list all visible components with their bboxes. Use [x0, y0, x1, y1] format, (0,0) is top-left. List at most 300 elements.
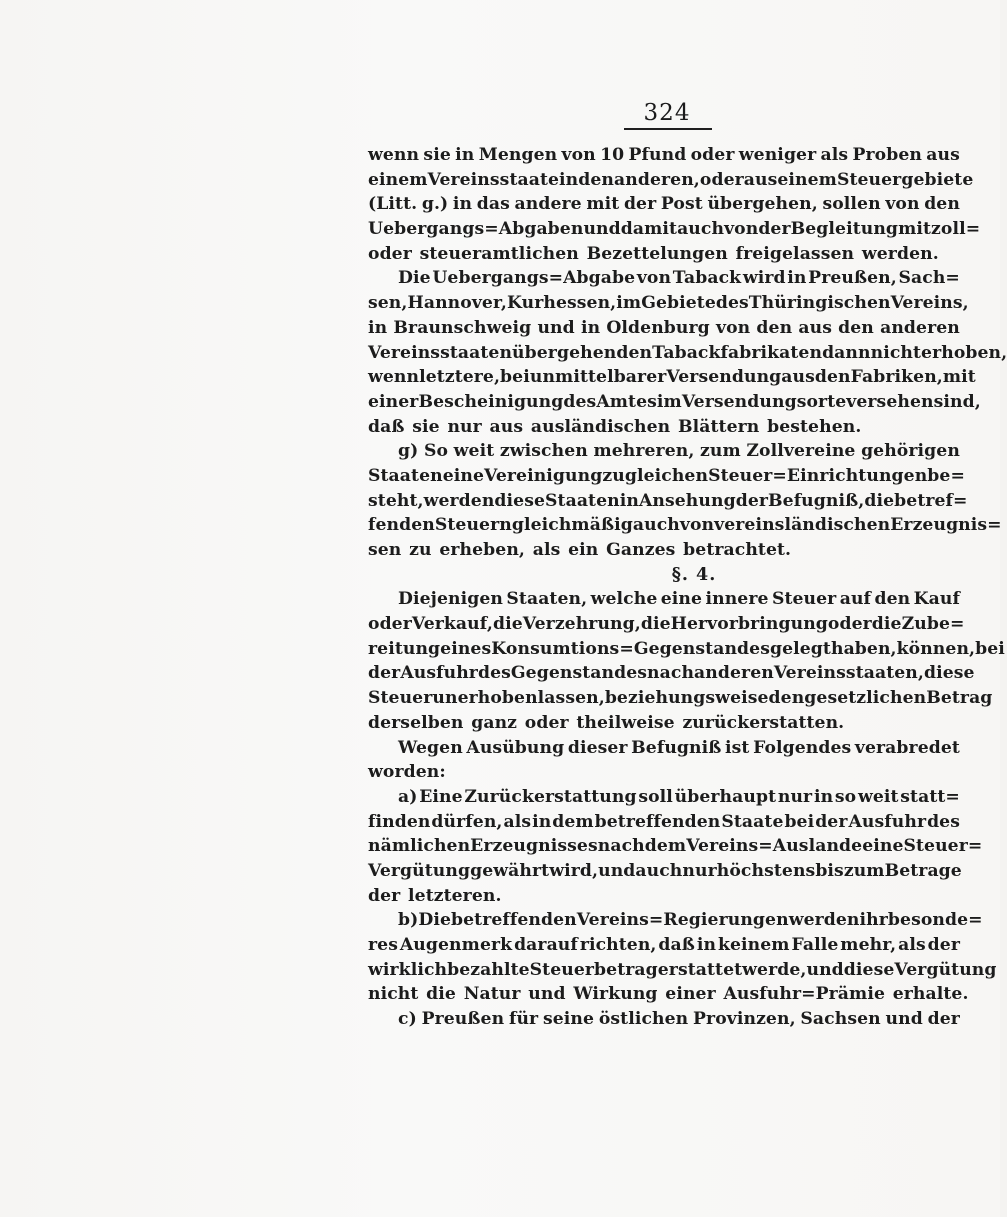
word: mehr, — [840, 935, 897, 955]
text-line — [368, 661, 975, 686]
word: Betrage — [884, 860, 962, 881]
word: der — [815, 811, 848, 832]
text-line — [368, 143, 960, 168]
word: Kurhessen, — [506, 293, 617, 314]
word: übergehen, — [707, 194, 818, 215]
text-line — [368, 538, 960, 563]
word: bei — [975, 638, 1005, 659]
word: bei — [784, 811, 815, 832]
word: gehörigen — [861, 441, 960, 462]
word: aus — [781, 367, 815, 388]
word: ihr — [859, 910, 888, 931]
word: haben, — [830, 638, 897, 659]
word: steht, — [368, 490, 424, 511]
word: zu — [409, 540, 432, 560]
word: Verkauf, — [411, 614, 493, 635]
word: Zollvereine — [746, 441, 856, 462]
word: erstattet — [657, 959, 743, 980]
word: übergehenden — [512, 342, 653, 363]
word: mehreren, — [593, 441, 695, 462]
word: Gegenstandes — [510, 663, 648, 684]
word: die — [864, 490, 895, 511]
word: des — [563, 391, 597, 412]
word: Befugniß — [631, 737, 722, 758]
word: der — [368, 885, 401, 906]
word: Vereinigung — [484, 465, 603, 486]
word: das — [476, 194, 510, 215]
word: letztere, — [419, 367, 501, 388]
word: oder — [827, 614, 872, 635]
word: östlichen — [598, 1009, 689, 1030]
word: be= — [927, 465, 965, 486]
word: Staate — [721, 811, 784, 832]
word: Diejenigen — [398, 589, 503, 610]
word: in — [696, 935, 717, 955]
text-line — [368, 513, 1002, 538]
word: zoll= — [931, 219, 981, 240]
word: mit — [942, 367, 976, 388]
word: eine — [660, 589, 703, 610]
word: wenn — [368, 145, 420, 165]
word: Tabackfabrikaten — [652, 342, 823, 363]
word: daß — [658, 935, 695, 955]
word: nicht — [368, 984, 419, 1005]
word: Steuer= — [903, 836, 983, 857]
word: zum — [843, 860, 885, 881]
word: oder — [368, 614, 412, 635]
word: b) — [398, 910, 419, 931]
text-line — [368, 464, 965, 489]
word: Vereins=Regierungen — [576, 910, 789, 931]
word: als — [820, 145, 849, 165]
word: in — [455, 145, 475, 165]
word: diese — [923, 663, 975, 684]
word: sollen — [822, 194, 881, 215]
word: Versendung — [666, 367, 782, 388]
word: einer — [368, 391, 419, 412]
word: letzteren. — [408, 885, 502, 906]
text-line — [368, 760, 960, 785]
word: unmittelbarer — [529, 367, 667, 388]
word: den — [768, 688, 805, 709]
word: nur — [777, 786, 813, 807]
word: werde, — [742, 959, 807, 980]
word: auch — [632, 515, 680, 536]
word: können, — [896, 638, 976, 659]
word: die — [492, 614, 523, 635]
word: diese — [843, 959, 895, 980]
word: des — [477, 663, 511, 684]
word: Gebiete — [641, 293, 716, 314]
text-line — [368, 316, 960, 341]
word: So — [423, 441, 449, 462]
word: werden. — [861, 243, 939, 264]
word: Vereinsstaate — [427, 169, 560, 190]
word: nicht — [870, 342, 922, 363]
page-number: 324 — [643, 100, 691, 126]
word: a) — [398, 786, 418, 807]
word: Befugniß, — [768, 490, 865, 511]
word: res — [368, 935, 398, 955]
word: einem — [777, 169, 837, 190]
text-line — [368, 1007, 960, 1032]
word: finden — [368, 811, 431, 832]
word: auch — [677, 219, 725, 240]
text-line — [368, 982, 969, 1007]
word: werden — [423, 490, 495, 511]
word: Die — [418, 910, 452, 931]
word: soll — [638, 786, 673, 807]
word: in — [452, 194, 473, 215]
word: diese — [494, 490, 546, 511]
word: weniger — [738, 145, 817, 165]
word: Sach= — [898, 268, 960, 289]
word: nur — [682, 860, 717, 881]
word: betrachtet. — [683, 540, 792, 560]
word: den — [924, 194, 960, 215]
word: Steuern — [434, 515, 512, 536]
word: Amtes — [596, 391, 657, 412]
word: keinem — [717, 935, 790, 955]
word: sen — [368, 540, 402, 560]
word: wirklich — [368, 959, 448, 980]
word: von — [885, 194, 920, 215]
word: welche — [590, 589, 658, 610]
text-line — [368, 439, 960, 464]
word: daß — [368, 416, 405, 437]
word: in — [559, 169, 579, 190]
word: Steuer — [771, 589, 837, 610]
word: als — [503, 811, 532, 832]
word: im — [616, 293, 642, 314]
word: Ausübung — [466, 737, 565, 758]
word: von — [561, 145, 596, 165]
word: Ausfuhr — [848, 811, 927, 832]
word: Steuer — [368, 688, 433, 709]
word: statt= — [900, 786, 960, 807]
word: der — [927, 1009, 960, 1030]
word: Augenmerk — [399, 935, 513, 955]
word: und — [528, 984, 566, 1005]
word: den — [814, 367, 851, 388]
text-line — [368, 612, 965, 637]
word: der — [623, 194, 657, 215]
word: oder — [524, 712, 569, 733]
text-line — [368, 637, 1005, 662]
word: Braunschweig — [393, 317, 532, 338]
word: einem — [368, 169, 428, 190]
word: Uebergangs=Abgabe — [432, 268, 636, 289]
text-line — [368, 884, 960, 909]
text-line — [368, 933, 960, 958]
text-line — [368, 711, 960, 736]
word: anderen — [694, 663, 774, 684]
word: bestehen. — [767, 416, 862, 437]
word: ausländischen — [530, 416, 671, 437]
word: in — [813, 786, 834, 807]
word: Pfund — [628, 145, 687, 165]
word: ist — [725, 737, 750, 758]
word: bei — [500, 367, 530, 388]
word: nach — [597, 836, 645, 857]
word: Folgendes — [753, 737, 852, 758]
word: Provinzen, — [693, 1009, 796, 1030]
word: eine — [442, 465, 484, 486]
word: des — [715, 293, 749, 314]
word: Erzeugnisses — [470, 836, 598, 857]
word: anderen — [880, 317, 960, 338]
word: damit — [620, 219, 678, 240]
word: die — [871, 614, 902, 635]
word: reitung — [368, 638, 441, 659]
word: zu — [602, 465, 625, 486]
word: in — [532, 811, 552, 832]
word: freigelassen — [735, 243, 855, 264]
body-text — [368, 143, 1007, 1032]
word: unerhoben — [432, 688, 538, 709]
word: innere — [705, 589, 769, 610]
word: erhoben, — [921, 342, 1007, 363]
word: von — [715, 317, 751, 338]
word: g.) — [421, 194, 449, 215]
text-line — [368, 859, 960, 884]
text-line — [368, 834, 983, 859]
word: versehen — [846, 391, 934, 412]
word: Wirkung — [573, 984, 658, 1005]
word: von — [679, 515, 715, 536]
word: vereinsländischen — [714, 515, 891, 536]
word: aus — [926, 145, 960, 165]
word: zurückerstatten. — [682, 712, 845, 733]
word: gleichen — [624, 465, 709, 486]
word: Preußen — [421, 1009, 505, 1030]
word: sie — [423, 145, 451, 165]
word: ein — [568, 540, 599, 560]
word: und — [806, 959, 844, 980]
word: oder — [699, 169, 744, 190]
word: Versendungsorte — [681, 391, 847, 412]
word: g) — [398, 441, 419, 462]
word: als — [532, 540, 561, 560]
word: den — [874, 589, 911, 610]
word: Staaten — [545, 490, 620, 511]
word: Vereins=Auslande — [686, 836, 863, 857]
word: werden — [788, 910, 860, 931]
word: theilweise — [576, 712, 675, 733]
word: bis — [815, 860, 844, 881]
text-line — [368, 736, 960, 761]
word: in — [368, 317, 388, 338]
word: aus — [489, 416, 524, 437]
text-line — [368, 810, 960, 835]
word: eines — [440, 638, 492, 659]
word: wird — [742, 268, 786, 289]
word: als — [898, 935, 926, 955]
word: und — [537, 317, 575, 338]
word: sen, — [368, 293, 408, 314]
word: Mengen — [478, 145, 558, 165]
text-line — [368, 686, 993, 711]
word: Eine — [419, 786, 463, 807]
word: beziehungsweise — [604, 688, 769, 709]
word: für — [508, 1009, 539, 1030]
word: Natur — [463, 984, 521, 1005]
word: Taback — [672, 268, 742, 289]
word: gleichmäßig — [511, 515, 633, 536]
word: zwischen — [499, 441, 588, 462]
text-line — [368, 365, 976, 390]
word: Vergütung — [368, 860, 471, 881]
text-line — [368, 908, 983, 933]
word: zum — [700, 441, 741, 462]
text-line — [368, 341, 1007, 366]
word: Ansehung — [638, 490, 736, 511]
word: Konsumtions=Gegenstandes — [491, 638, 770, 659]
word: aus — [798, 317, 832, 338]
word: erhalte. — [892, 984, 969, 1005]
word: von — [724, 219, 759, 240]
word: gelegt — [769, 638, 831, 659]
word: den — [756, 317, 793, 338]
text-line — [368, 192, 960, 217]
word: Blättern — [678, 416, 760, 437]
word: die — [426, 984, 456, 1005]
page-number-rule — [624, 128, 712, 130]
word: auch — [635, 860, 683, 881]
word: nach — [647, 663, 695, 684]
text-line — [368, 242, 960, 267]
word: oder — [368, 243, 412, 264]
word: sie — [412, 416, 440, 437]
word: gewährt — [470, 860, 550, 881]
word: und — [598, 860, 636, 881]
word: Steuerbetrag — [529, 959, 658, 980]
word: steueramtlichen — [419, 243, 579, 264]
word: richten, — [579, 935, 657, 955]
text-line — [368, 217, 981, 242]
word: in — [580, 317, 601, 338]
text-line — [368, 266, 960, 291]
word: Verzehrung, — [522, 614, 641, 635]
word: Steuer=Einrichtungen — [708, 465, 928, 486]
word: Zurückerstattung — [464, 786, 637, 807]
word: Ausfuhr=Prämie — [723, 984, 885, 1005]
word: dieser — [567, 737, 628, 758]
word: dürfen, — [431, 811, 503, 832]
word: nämlichen — [368, 836, 471, 857]
word: Falle — [791, 935, 839, 955]
word: Ganzes — [606, 540, 676, 560]
word: Sachsen — [800, 1009, 881, 1030]
text-line — [368, 489, 968, 514]
word: Vereins, — [890, 293, 969, 314]
word: so — [834, 786, 857, 807]
word: Ausfuhr — [400, 663, 478, 684]
word: in — [787, 268, 807, 289]
word: der — [368, 663, 401, 684]
word: den — [578, 169, 615, 190]
word: Kauf — [913, 589, 960, 610]
word: wird, — [549, 860, 599, 881]
word: betreffenden — [451, 910, 577, 931]
word: erheben, — [439, 540, 526, 560]
word: Fabriken, — [850, 367, 943, 388]
word: wenn — [368, 367, 420, 388]
word: Proben — [852, 145, 922, 165]
text-line — [368, 587, 960, 612]
text-line — [368, 168, 974, 193]
word: des — [927, 811, 960, 832]
word: bezahlte — [447, 959, 530, 980]
word: Bezettelungen — [586, 243, 728, 264]
word: dem — [644, 836, 687, 857]
word: Vereinsstaaten, — [773, 663, 924, 684]
word: (Litt. — [368, 194, 418, 215]
word: Die — [398, 268, 431, 289]
word: betreffenden — [594, 811, 721, 832]
word: Staaten, — [506, 589, 588, 610]
word: gesetzlichen — [804, 688, 927, 709]
word: ganz — [471, 712, 518, 733]
word: fenden — [368, 515, 435, 536]
text-line — [368, 415, 960, 440]
word: der — [735, 490, 769, 511]
word: Uebergangs=Abgaben — [368, 219, 584, 240]
word: die — [640, 614, 671, 635]
word: aus — [743, 169, 778, 190]
word: Betrag — [926, 688, 993, 709]
word: Zube= — [901, 614, 965, 635]
word: lassen, — [537, 688, 605, 709]
word: derselben — [368, 712, 464, 733]
word: mit — [898, 219, 932, 240]
word: und — [583, 219, 621, 240]
word: mit — [586, 194, 620, 215]
word: Hervorbringung — [670, 614, 828, 635]
word: sind, — [933, 391, 981, 412]
word: verabredet — [854, 737, 960, 758]
word: der — [927, 935, 960, 955]
word: worden: — [368, 762, 446, 783]
word: dem — [552, 811, 594, 832]
word: Begleitung — [790, 219, 899, 240]
word: den — [838, 317, 874, 338]
word: der — [758, 219, 791, 240]
word: besonde= — [887, 910, 983, 931]
text-line — [368, 785, 960, 810]
word: Hannover, — [407, 293, 507, 314]
word: einer — [665, 984, 716, 1005]
word: betref= — [894, 490, 968, 511]
word: seine — [542, 1009, 595, 1030]
word: Steuergebiete — [836, 169, 974, 190]
word: Preußen, — [808, 268, 897, 289]
word: andere — [514, 194, 582, 215]
text-line — [368, 291, 969, 316]
word: von — [636, 268, 672, 289]
ink-smudge — [462, 1092, 502, 1106]
word: Vereinsstaaten — [368, 342, 513, 363]
word: weit — [453, 441, 495, 462]
word: dann — [822, 342, 871, 363]
word: Thüringischen — [748, 293, 891, 314]
word: anderen, — [614, 169, 700, 190]
word: nur — [447, 416, 482, 437]
word: weit — [857, 786, 899, 807]
word: Bescheinigung — [418, 391, 564, 412]
word: oder — [690, 145, 735, 165]
section-heading: §. 4. — [671, 564, 717, 585]
